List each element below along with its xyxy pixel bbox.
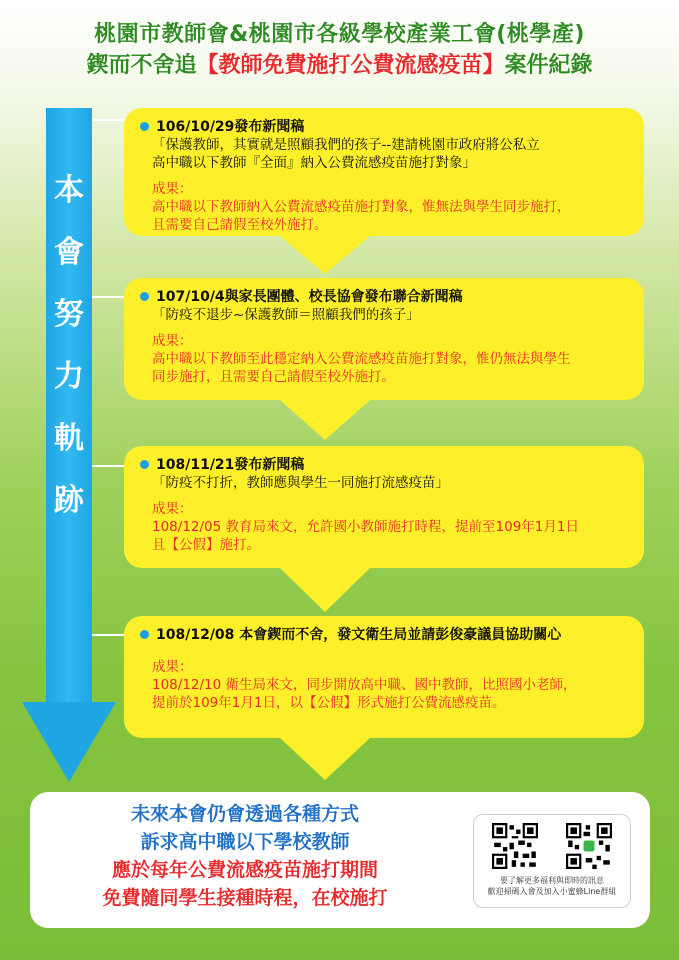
closing-line: 應於每年公費流感疫苗施打期間 bbox=[111, 859, 378, 881]
side-label-char: 跡 bbox=[54, 483, 84, 518]
down-arrow-icon bbox=[280, 738, 370, 780]
side-label-char: 軌 bbox=[54, 421, 84, 456]
side-label-char: 努 bbox=[54, 297, 84, 332]
event-card bbox=[124, 616, 644, 738]
result-label: 成果： bbox=[152, 501, 193, 517]
event-quote: 「保護教師，其實就是照顧我們的孩子--建請桃園市政府將公私立 高中職以下教師『全面』納入公費流感疫苗施打對象」 bbox=[152, 137, 540, 171]
side-label-char: 力 bbox=[54, 359, 84, 394]
down-arrow-icon bbox=[280, 400, 370, 440]
qr-caption bbox=[474, 875, 630, 897]
event-title: 107/10/4與家長團體、校長協會發布聯合新聞稿 bbox=[140, 288, 630, 306]
event-quote: 「防疫不打折，教師應與學生一同施打流感疫苗」 bbox=[152, 475, 449, 491]
poster-header bbox=[0, 20, 679, 82]
header-title: 桃園市教師會&桃園市各級學校產業工會(桃學產) bbox=[94, 22, 585, 47]
event-title: 108/11/21發布新聞稿 bbox=[140, 456, 630, 474]
down-arrow-icon bbox=[280, 568, 370, 612]
event-card bbox=[124, 278, 644, 400]
qr-caption-line: 要了解更多福利與即時的訊息 bbox=[500, 876, 604, 885]
result-text: 108/12/05 教育局來文，允許國小教師施打時程，提前至109年1月1日 且【公假】施打。 bbox=[152, 519, 579, 553]
event-title: 106/10/29發布新聞稿 bbox=[140, 118, 630, 136]
result-label: 成果： bbox=[152, 659, 193, 675]
timeline-arrow-head bbox=[22, 702, 116, 782]
closing-line: 訴求高中職以下學校教師 bbox=[140, 831, 350, 853]
event-card bbox=[124, 446, 644, 568]
event-quote: 「防疫不退步~保護教師＝照顧我們的孩子」 bbox=[152, 307, 420, 323]
subtitle-highlight: 【教師免費施打公費流感疫苗】 bbox=[196, 53, 505, 78]
result-text: 108/12/10 衛生局來文，同步開放高中職、國中教師，比照國小老師， 提前於109年1月1日，以【公假】形式施打公費流感疫苗。 bbox=[152, 677, 577, 711]
side-label-char: 會 bbox=[54, 235, 84, 270]
header-subtitle bbox=[0, 50, 679, 82]
result-label: 成果： bbox=[152, 181, 193, 197]
side-label-char: 本 bbox=[54, 173, 84, 208]
qr-panel bbox=[473, 814, 631, 908]
event-title: 108/12/08 本會鍥而不舍，發文衛生局並請彭俊豪議員協助關心 bbox=[140, 626, 630, 644]
result-text: 高中職以下教師至此穩定納入公費流感疫苗施打對象，惟仍無法與學生 同步施打，且需要自己請假至校外施打。 bbox=[152, 351, 571, 385]
closing-line: 未來本會仍會透過各種方式 bbox=[130, 803, 359, 825]
line-qr-code-icon[interactable] bbox=[566, 823, 612, 869]
side-label bbox=[46, 160, 92, 532]
result-label: 成果： bbox=[152, 333, 193, 349]
result-text: 高中職以下教師納入公費流感疫苗施打對象，惟無法與學生同步施打， 且需要自己請假至校外施打。 bbox=[152, 199, 571, 233]
closing-message bbox=[30, 800, 460, 912]
subtitle-prefix: 鍥而不舍追 bbox=[86, 53, 197, 78]
subtitle-suffix: 案件紀錄 bbox=[504, 53, 593, 78]
closing-panel bbox=[30, 792, 650, 928]
closing-line: 免費隨同學生接種時程，在校施打 bbox=[102, 887, 388, 909]
qr-code-icon[interactable] bbox=[492, 823, 538, 869]
down-arrow-icon bbox=[280, 236, 370, 274]
event-card bbox=[124, 108, 644, 236]
qr-caption-line: 歡迎掃碼入會及加入小蜜蜂Line群組 bbox=[487, 887, 617, 896]
